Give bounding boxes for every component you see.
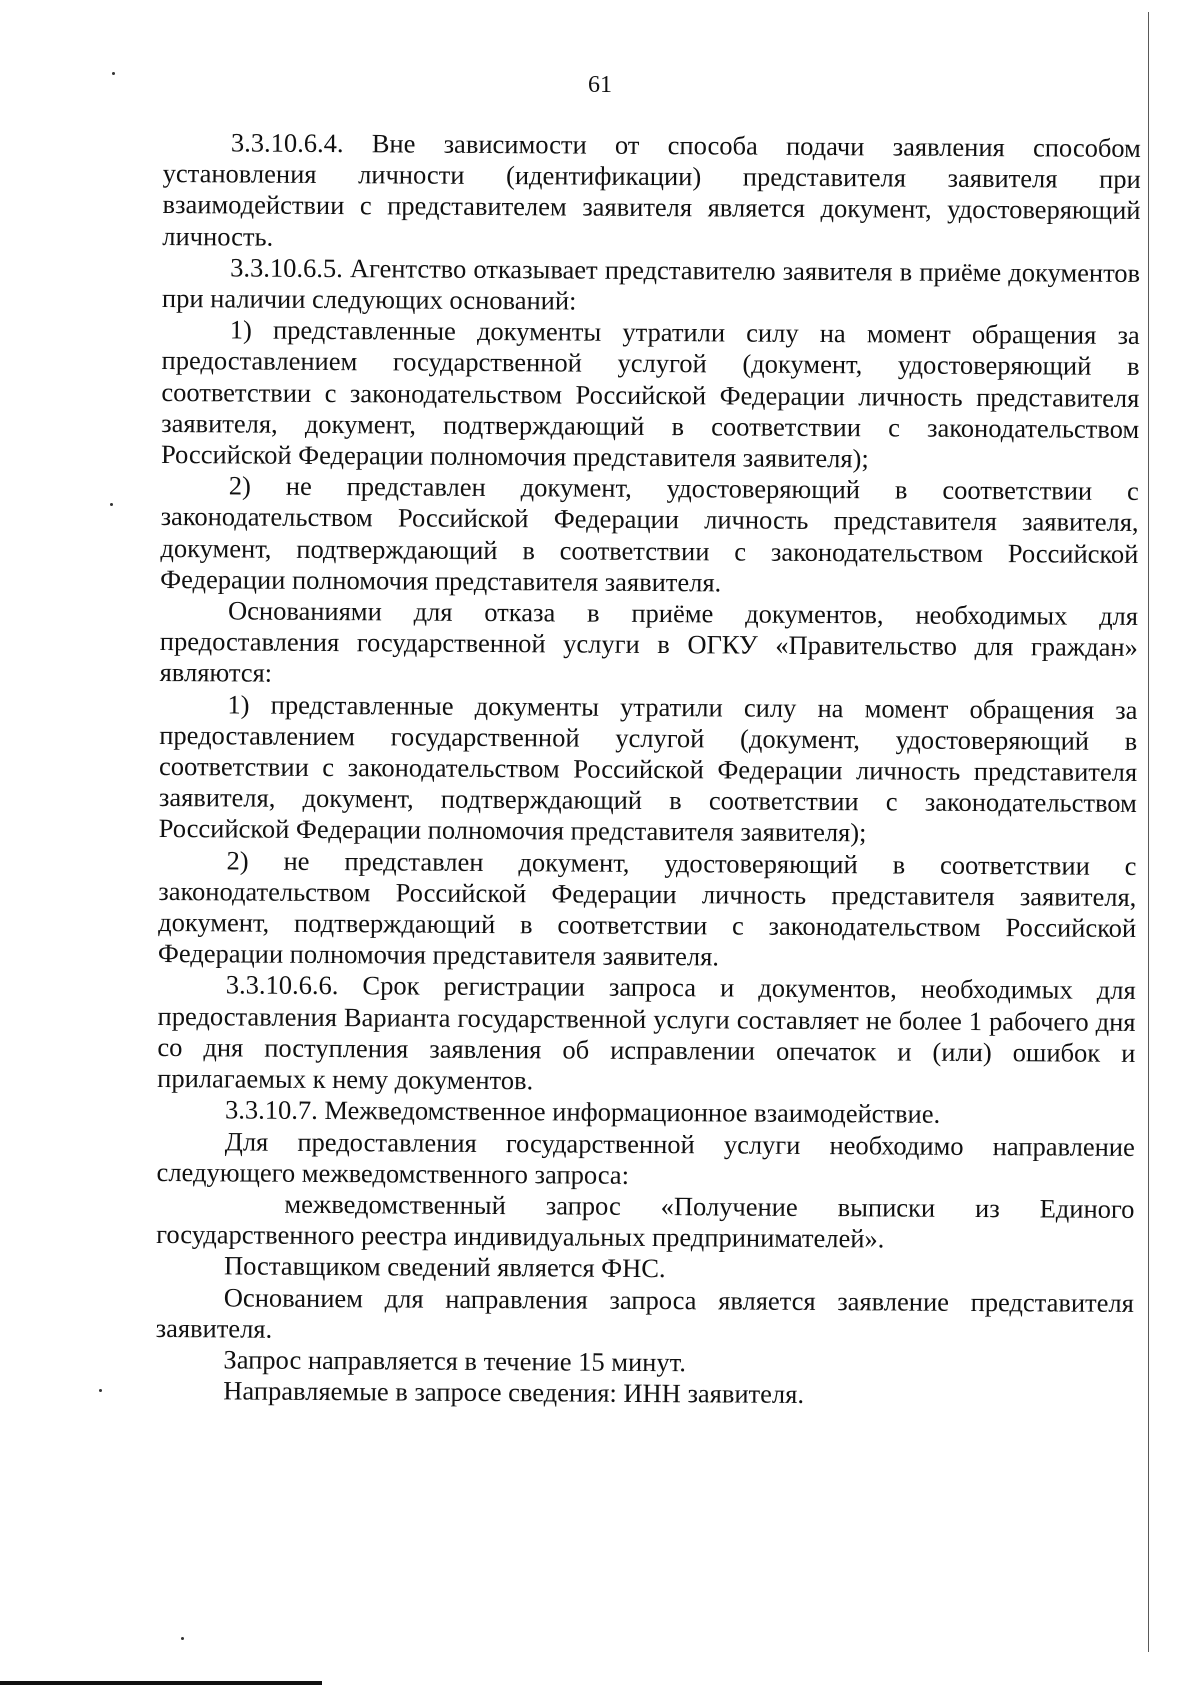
paragraph-basis: Основанием для направления запроса является заявление представителя заявителя.	[155, 1281, 1134, 1344]
scan-margin-line	[1148, 12, 1149, 1652]
scan-dot	[112, 72, 115, 75]
scan-dot	[99, 1389, 102, 1392]
page-number: 61	[588, 72, 612, 98]
paragraph-provider: Поставщиком сведений является ФНС.	[223, 1250, 666, 1284]
list-item-2-second: 2) не представлен документ, удостоверяющий в соответствии с законодательством Российской Федерации личность представителя заявителя, документ, подтверждающий в соответствии с законодательством Российской Федерации полномочия представителя заявителя.	[157, 845, 1137, 972]
scan-dot	[110, 503, 113, 506]
paragraph-timing: Запрос направляется в течение 15 минут.	[223, 1344, 686, 1378]
paragraph-sent-data: Направляемые в запросе сведения: ИНН заявителя.	[223, 1375, 805, 1410]
document-body	[155, 127, 1141, 1412]
paragraph-3-3-10-6-4: 3.3.10.6.4. Вне зависимости от способа подачи заявления способом установления личности (идентификации) представителя заявителя при взаимодействии с представителем заявителя является документ, удостоверяющий личность.	[162, 127, 1141, 252]
paragraph-3-3-10-7: 3.3.10.7. Межведомственное информационное взаимодействие.	[224, 1094, 941, 1130]
paragraph-3-3-10-6-6: 3.3.10.6.6. Срок регистрации запроса и документов, необходимых для предоставления Варианта государственной услуги составляет не более 1 рабочего дня со дня поступления заявления об исправлении опечаток и (или) ошибок и прилагаемых к нему документов.	[157, 969, 1136, 1096]
scan-dot	[181, 1637, 184, 1640]
bottom-rule	[0, 1681, 322, 1685]
list-item-2: 2) не представлен документ, удостоверяющий в соответствии с законодательством Российской Федерации личность представителя заявителя, документ, подтверждающий в соответствии с законодательством Российской Федерации полномочия представителя заявителя.	[160, 470, 1139, 598]
list-item-1: 1) представленные документы утратили силу на момент обращения за предоставлением государственной услугой (документ, удостоверяющий в соответствии с законодательством Российской Федерации личность представителя заявителя, документ, подтверждающий в соответствии с законодательством Российской Федерации полномочия представителя заявителя);	[160, 314, 1140, 474]
paragraph-3-3-10-6-5: 3.3.10.6.5. Агентство отказывает представителю заявителя в приёме документов при наличии следующих оснований:	[161, 252, 1141, 316]
paragraph-egrip-request: межведомственный запрос «Получение выписки из Единого государственного реестра индивидуальных предпринимателей».	[156, 1188, 1135, 1254]
paragraph-request-needed: Для предоставления государственной услуги необходимо направление следующего межведомственного запроса:	[156, 1125, 1135, 1190]
paragraph-refusal-grounds: Основаниями для отказа в приёме документов, необходимых для предоставления государственной услуги в ОГКУ «Правительство для граждан» являются:	[159, 595, 1139, 689]
list-item-1-second: 1) представленные документы утратили силу на момент обращения за предоставлением государственной услугой (документ, удостоверяющий в соответствии с законодательством Российской Федерации личность представителя заявителя, документ, подтверждающий в соответствии с законодательством Российской Федерации полномочия представителя заявителя);	[158, 689, 1138, 848]
